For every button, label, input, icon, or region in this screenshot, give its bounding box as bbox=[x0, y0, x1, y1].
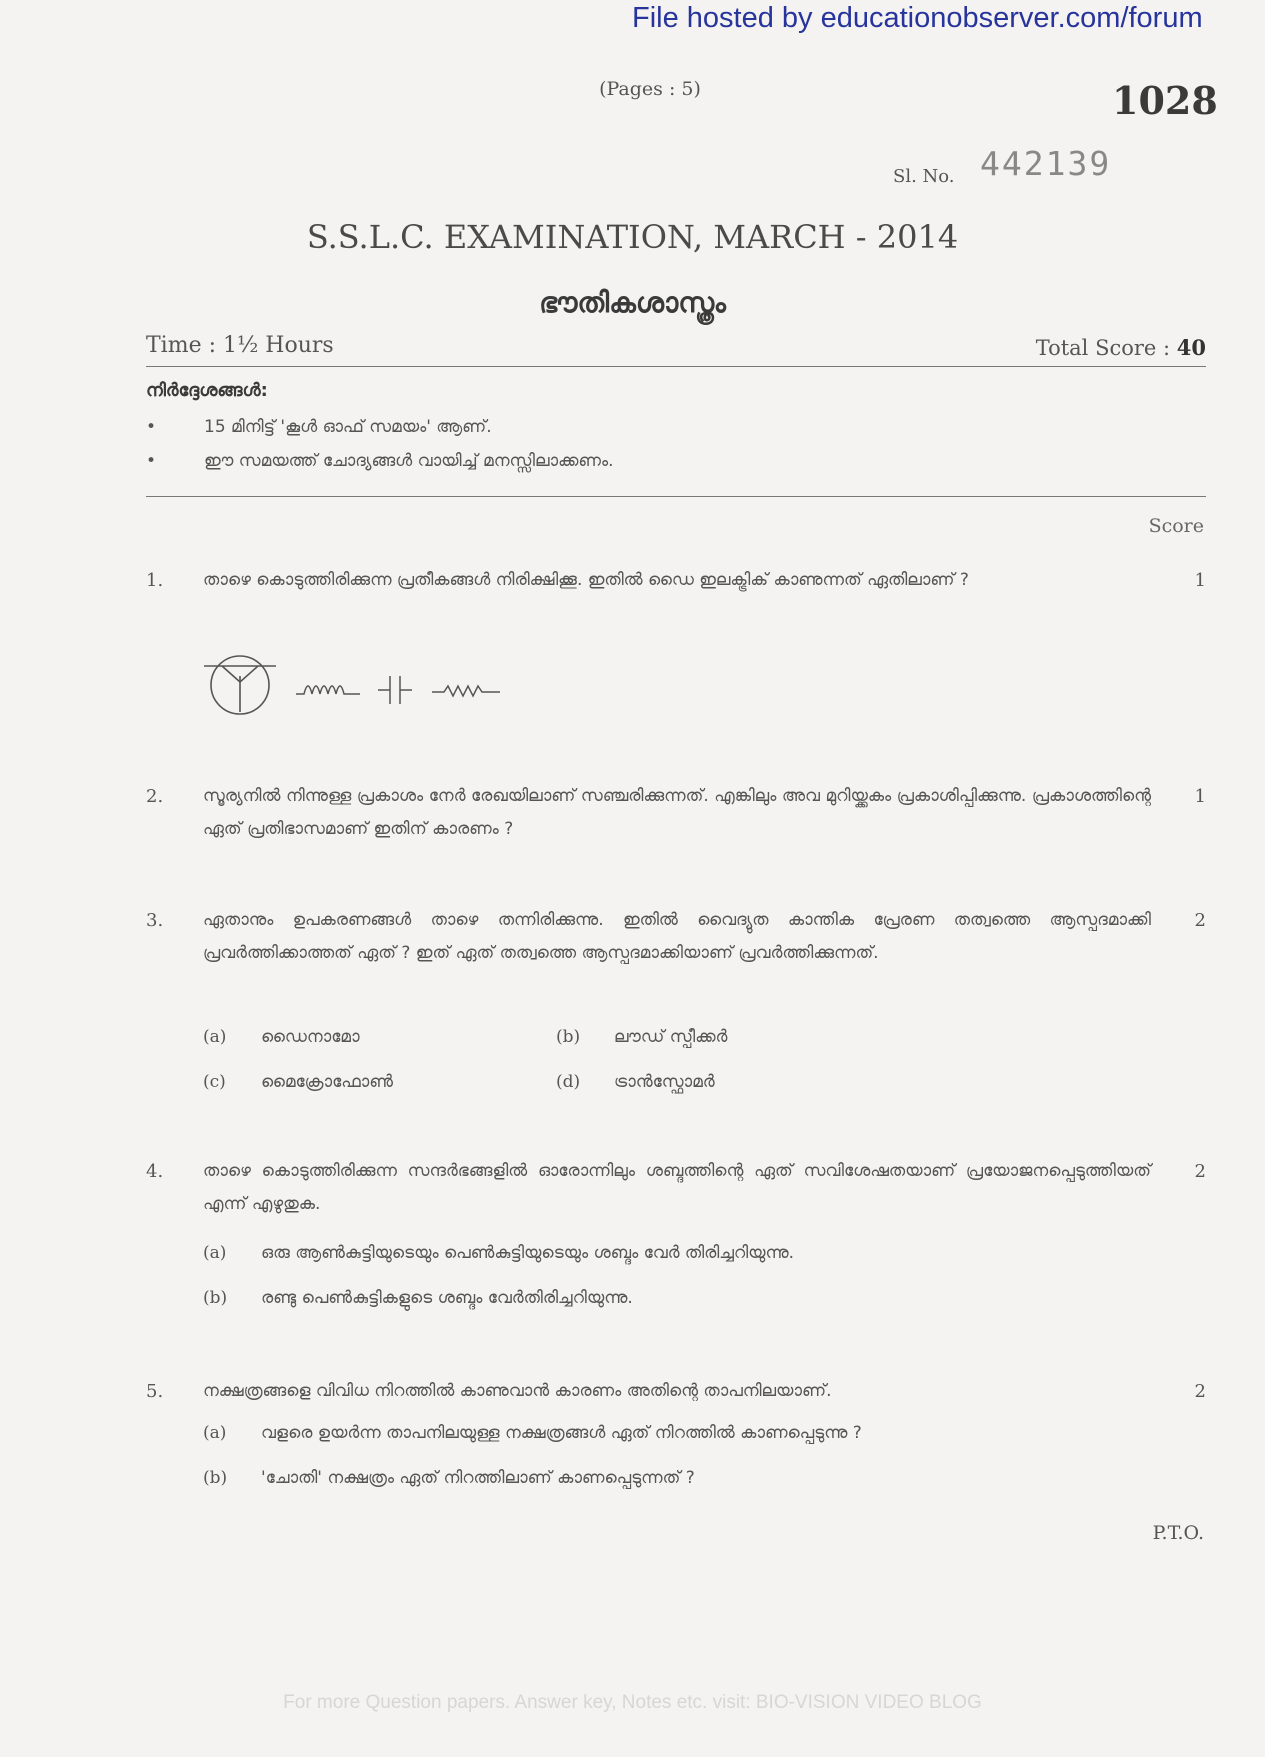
question-text: സൂര്യനിൽ നിന്നുള്ള പ്രകാശം നേർ രേഖയിലാണ് സഞ്ചരിക്കുന്നത്. എങ്കിലും അവ മുറിയ്ക്കകം പ്രകാശിപ്പിക്കുന്നു. പ്രകാശത്തിന്റെ ഏത് പ്രതിഭാസമാണ് ഇതിന് കാരണം ? bbox=[203, 786, 1151, 839]
question-number: 1. bbox=[146, 570, 164, 591]
question-text: താഴെ കൊടുത്തിരിക്കുന്ന പ്രതീകങ്ങൾ നിരിക്ഷിക്കൂ. ഇതിൽ ഡൈ ഇലക്ട്രിക് കാണുന്നത് ഏതിലാണ് ? bbox=[203, 570, 969, 590]
capacitor-symbol bbox=[378, 676, 412, 704]
option-item bbox=[203, 1072, 393, 1092]
option-text: മൈക്രോഫോൺ bbox=[261, 1072, 394, 1092]
question-text: ഏതാനും ഉപകരണങ്ങൾ താഴെ തന്നിരിക്കുന്നു. ഇതിൽ വൈദ്യുത കാന്തിക പ്രേരണ തത്വത്തെ ആസ്പദമാക്കി പ്രവർത്തിക്കാത്തത് ഏത് ? ഇത് ഏത് തത്വത്തെ ആസ്പദമാക്കിയാണ് പ്രവർത്തിക്കുന്നത്. bbox=[203, 910, 1151, 963]
transistor-symbol bbox=[204, 656, 276, 714]
circuit-symbols bbox=[200, 650, 560, 720]
option-item bbox=[203, 1468, 695, 1488]
option-label: (b) bbox=[203, 1468, 228, 1488]
option-label: (a) bbox=[203, 1423, 227, 1443]
paper-code: 1028 bbox=[1112, 78, 1218, 123]
option-text: ഡൈനാമോ bbox=[261, 1027, 360, 1047]
total-score-label: Total Score : bbox=[1035, 336, 1177, 360]
instructions-heading: നിർദ്ദേശങ്ങൾ: bbox=[146, 380, 268, 401]
option-item bbox=[203, 1288, 633, 1308]
question-number: 4. bbox=[146, 1161, 164, 1182]
option-label: (c) bbox=[203, 1072, 226, 1092]
option-text: വളരെ ഉയർന്ന താപനിലയുള്ള നക്ഷത്രങ്ങൾ ഏത് നിറത്തിൽ കാണപ്പെടുന്നു ? bbox=[261, 1423, 862, 1443]
serial-label: Sl. No. bbox=[893, 166, 955, 187]
score-heading: Score bbox=[1148, 515, 1204, 537]
question-number: 3. bbox=[146, 910, 164, 931]
question-score: 1 bbox=[1194, 786, 1206, 807]
option-label: (a) bbox=[203, 1027, 227, 1047]
total-score bbox=[1036, 335, 1206, 360]
question-text: താഴെ കൊടുത്തിരിക്കുന്ന സന്ദർഭങ്ങളിൽ ഓരോന്നിലും ശബ്ദത്തിന്റെ ഏത് സവിശേഷതയാണ് പ്രയോജനപ്പെടുത്തിയത് എന്ന് എഴുതുക. bbox=[203, 1161, 1151, 1214]
question-number: 2. bbox=[146, 786, 164, 807]
resistor-symbol bbox=[432, 686, 500, 696]
option-item bbox=[203, 1423, 862, 1443]
option-label: (b) bbox=[203, 1288, 228, 1308]
question-score: 2 bbox=[1194, 1381, 1206, 1402]
option-text: ലൗഡ് സ്പീക്കർ bbox=[614, 1027, 728, 1047]
please-turn-over: P.T.O. bbox=[1152, 1522, 1204, 1544]
question-score: 2 bbox=[1194, 1161, 1206, 1182]
header-divider bbox=[146, 366, 1206, 367]
question-score: 2 bbox=[1194, 910, 1206, 931]
instruction-text: 15 മിനിട്ട് 'കൂൾ ഓഫ് സമയം' ആണ്. bbox=[204, 417, 492, 437]
inductor-symbol bbox=[296, 686, 360, 694]
option-text: ട്രാൻസ്ഫോമർ bbox=[614, 1072, 715, 1092]
option-label: (d) bbox=[556, 1072, 581, 1092]
instruction-item: • ഈ സമയത്ത് ചോദ്യങ്ങൾ വായിച്ച് മനസ്സിലാക്കണം. bbox=[146, 451, 614, 471]
option-item bbox=[556, 1027, 727, 1047]
option-text: ഒരു ആൺകുട്ടിയുടെയും പെൺകുട്ടിയുടെയും ശബ്ദം വേർ തിരിച്ചറിയുന്നു. bbox=[261, 1243, 795, 1263]
option-item bbox=[556, 1072, 715, 1092]
exam-time: Time : 1½ Hours bbox=[146, 333, 334, 358]
option-text: 'ചോതി' നക്ഷത്രം ഏത് നിറത്തിലാണ് കാണപ്പെടുന്നത് ? bbox=[261, 1468, 695, 1488]
question-number: 5. bbox=[146, 1381, 164, 1402]
instructions-divider bbox=[146, 496, 1206, 497]
option-text: രണ്ടു പെൺകുട്ടികളുടെ ശബ്ദം വേർതിരിച്ചറിയുന്നു. bbox=[261, 1288, 633, 1308]
total-score-value: 40 bbox=[1176, 335, 1206, 360]
option-item bbox=[203, 1027, 360, 1047]
option-label: (b) bbox=[556, 1027, 581, 1047]
instruction-item: • 15 മിനിട്ട് 'കൂൾ ഓഫ് സമയം' ആണ്. bbox=[146, 417, 492, 437]
subject-title: ഭൗതികശാസ്ത്രം bbox=[539, 286, 726, 319]
question-score: 1 bbox=[1194, 570, 1206, 591]
page-count: (Pages : 5) bbox=[599, 78, 701, 100]
footer-watermark: For more Question papers. Answer key, Notes etc. visit: BIO-VISION VIDEO BLOG bbox=[283, 1692, 982, 1713]
option-label: (a) bbox=[203, 1243, 227, 1263]
option-item bbox=[203, 1243, 794, 1263]
serial-number: 442139 bbox=[980, 144, 1112, 183]
instruction-text: ഈ സമയത്ത് ചോദ്യങ്ങൾ വായിച്ച് മനസ്സിലാക്കണം. bbox=[204, 451, 614, 471]
hosted-banner: File hosted by educationobserver.com/forum bbox=[632, 2, 1203, 34]
exam-title: S.S.L.C. EXAMINATION, MARCH - 2014 bbox=[306, 218, 959, 256]
question-text: നക്ഷത്രങ്ങളെ വിവിധ നിറത്തിൽ കാണുവാൻ കാരണം അതിന്റെ താപനിലയാണ്. bbox=[203, 1381, 832, 1401]
